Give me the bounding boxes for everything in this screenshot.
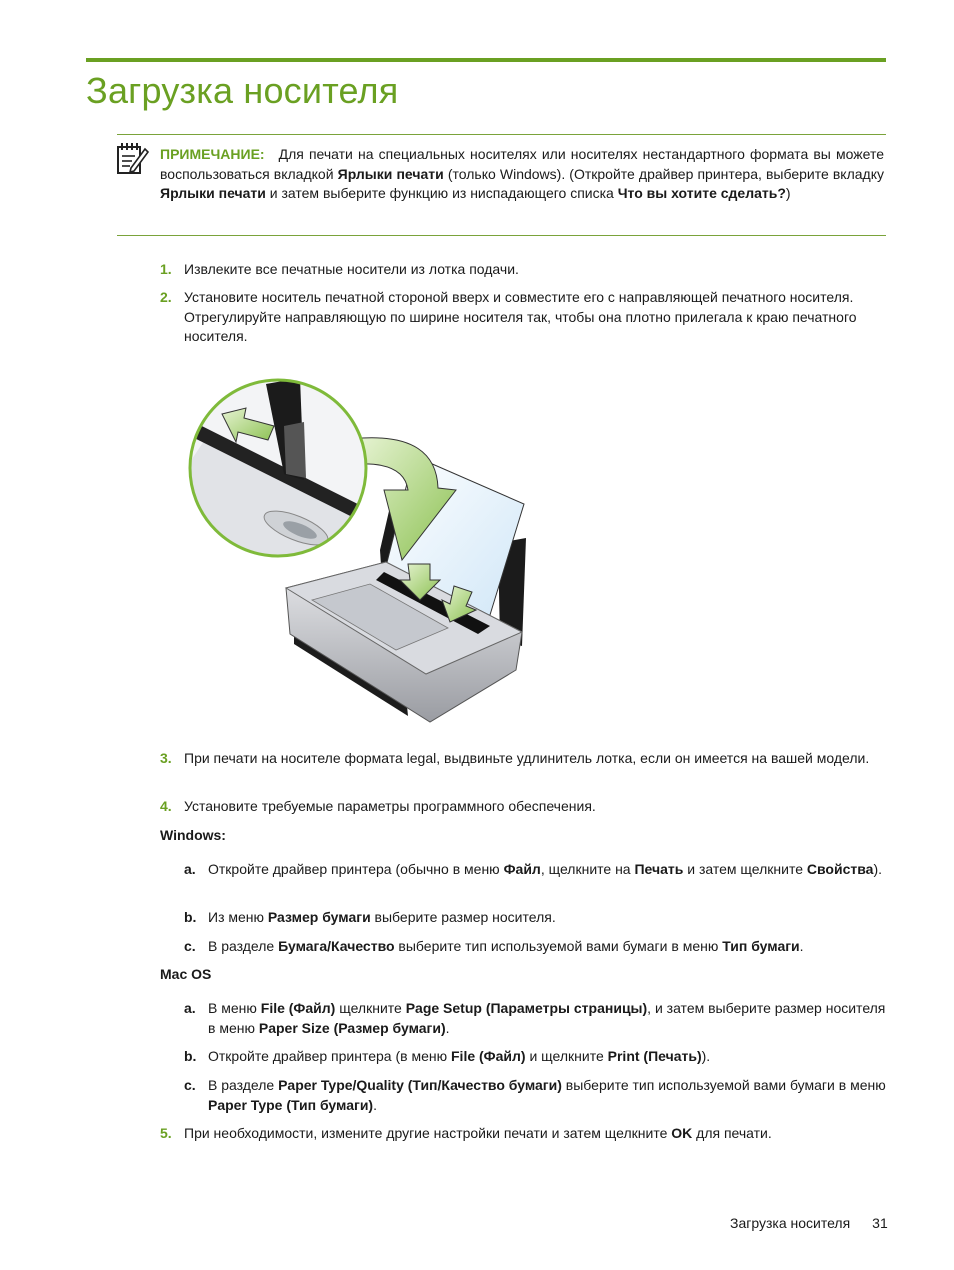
step-text: Извлеките все печатные носители из лотка подачи. bbox=[184, 261, 519, 277]
mac-substep-b bbox=[184, 1047, 886, 1067]
printer-loading-illustration bbox=[186, 378, 546, 723]
step-4 bbox=[160, 797, 886, 817]
step-text: Установите носитель печатной стороной вверх и совместите его с направляющей печатного носителя. Отрегулируйте направляющую по ширине носителя так, чтобы она плотно прилегала к краю печатного носителя. bbox=[184, 289, 857, 344]
substep-text: В разделе Бумага/Качество выберите тип используемой вами бумаги в меню Тип бумаги. bbox=[208, 938, 804, 954]
step-number: 1. bbox=[160, 261, 172, 277]
note-text bbox=[160, 145, 884, 204]
step-text: При необходимости, измените другие настройки печати и затем щелкните OK для печати. bbox=[184, 1125, 772, 1141]
substep-letter: b. bbox=[184, 909, 197, 925]
top-rule bbox=[86, 58, 886, 62]
windows-substep-a bbox=[184, 860, 886, 880]
note-text-part: (только Windows). (Откройте драйвер принтера, выберите вкладку bbox=[443, 165, 885, 182]
substep-letter: a. bbox=[184, 861, 196, 877]
substep-text: Из меню Размер бумаги выберите размер носителя. bbox=[208, 909, 556, 925]
mac-heading: Mac OS bbox=[160, 966, 212, 982]
mac-substep-c bbox=[184, 1076, 886, 1115]
note-icon bbox=[117, 141, 149, 175]
windows-heading: Windows: bbox=[160, 827, 226, 843]
substep-text: Откройте драйвер принтера (в меню File (Файл) и щелкните Print (Печать)). bbox=[208, 1048, 711, 1064]
windows-substep-c bbox=[184, 937, 886, 957]
step-number: 4. bbox=[160, 798, 172, 814]
substep-letter: c. bbox=[184, 1077, 196, 1093]
note-label: ПРИМЕЧАНИЕ: bbox=[160, 146, 265, 162]
note-bold-tab: Ярлыки печати bbox=[160, 185, 266, 201]
note-text-part: ) bbox=[785, 185, 791, 201]
step-5 bbox=[160, 1124, 886, 1144]
page-title: Загрузка носителя bbox=[86, 70, 399, 111]
note-bold-tab: Ярлыки печати bbox=[337, 165, 444, 182]
step-1 bbox=[160, 260, 886, 280]
substep-text: Откройте драйвер принтера (обычно в меню Файл, щелкните на Печать и затем щелкните Свойства). bbox=[208, 861, 882, 877]
step-number: 5. bbox=[160, 1125, 172, 1141]
note-bold-function: Что вы хотите сделать? bbox=[617, 185, 786, 201]
step-number: 3. bbox=[160, 750, 172, 766]
note-text-part: Для печати на специальных носителях или носителях нестандартного формата вы можете воспользоваться вкладкой bbox=[160, 146, 884, 182]
substep-text: В разделе Paper Type/Quality (Тип/Качество бумаги) выберите тип используемой вами бумаги в меню Paper Type (Тип бумаги). bbox=[208, 1077, 886, 1113]
step-text: При печати на носителе формата legal, выдвиньте удлинитель лотка, если он имеется на вашей модели. bbox=[184, 750, 870, 766]
substep-letter: a. bbox=[184, 1000, 196, 1016]
page-footer bbox=[730, 1215, 888, 1231]
note-box bbox=[117, 134, 886, 236]
substep-text: В меню File (Файл) щелкните Page Setup (Параметры страницы), и затем выберите размер носителя в меню Paper Size (Размер бумаги). bbox=[208, 1000, 886, 1036]
page-number: 31 bbox=[872, 1215, 888, 1231]
windows-substep-b bbox=[184, 908, 886, 928]
step-3 bbox=[160, 749, 886, 769]
substep-letter: c. bbox=[184, 938, 196, 954]
substep-letter: b. bbox=[184, 1048, 197, 1064]
step-number: 2. bbox=[160, 289, 172, 305]
step-2 bbox=[160, 288, 886, 347]
footer-section-title: Загрузка носителя bbox=[730, 1215, 851, 1231]
note-text-part: и затем выберите функцию из ниспадающего списка bbox=[265, 185, 618, 201]
step-text: Установите требуемые параметры программного обеспечения. bbox=[184, 798, 596, 814]
mac-substep-a bbox=[184, 999, 886, 1038]
